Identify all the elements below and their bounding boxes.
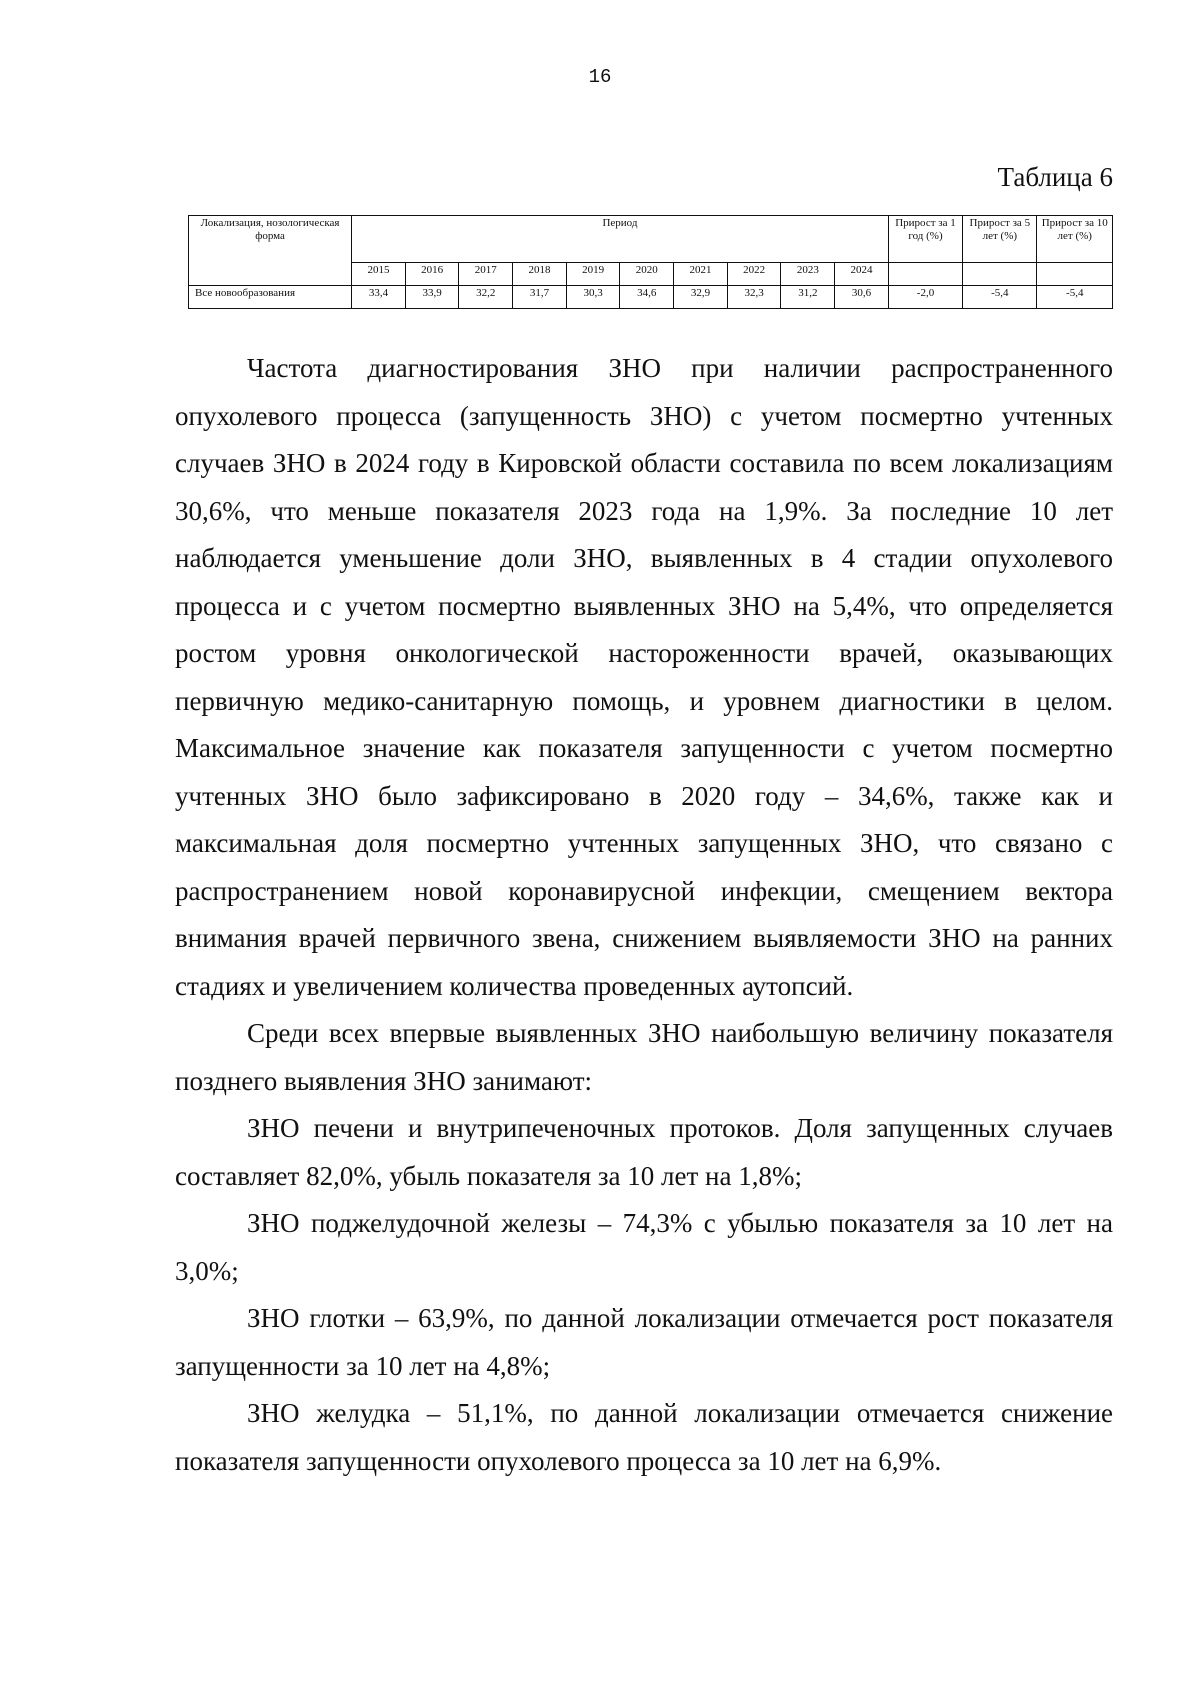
paragraph: ЗНО печени и внутрипеченочных протоков. Доля запущенных случаев составляет 82,0%, убыль показателя за 10 лет на 1,8%; bbox=[175, 1113, 1113, 1191]
growth-1y-header: Прирост за 1 год (%) bbox=[888, 216, 962, 263]
growth-10y-header: Прирост за 10 лет (%) bbox=[1037, 216, 1113, 263]
year-header: 2016 bbox=[405, 263, 459, 286]
growth-5y-header: Прирост за 5 лет (%) bbox=[963, 216, 1037, 263]
empty-cell bbox=[888, 263, 962, 286]
year-header: 2015 bbox=[352, 263, 406, 286]
year-header: 2018 bbox=[513, 263, 567, 286]
empty-cell bbox=[1037, 263, 1113, 286]
localization-header: Локализация, нозологическая форма bbox=[189, 216, 352, 286]
empty-cell bbox=[963, 263, 1037, 286]
year-header: 2021 bbox=[674, 263, 728, 286]
year-header: 2020 bbox=[620, 263, 674, 286]
paragraph: ЗНО желудка – 51,1%, по данной локализации отмечается снижение показателя запущенности опухолевого процесса за 10 лет на 6,9%. bbox=[175, 1398, 1113, 1476]
growth-5y-cell: -5,4 bbox=[963, 286, 1037, 309]
statistics-table bbox=[188, 215, 1113, 309]
year-header: 2022 bbox=[727, 263, 781, 286]
table-cell: 33,4 bbox=[352, 286, 406, 309]
year-header: 2024 bbox=[835, 263, 889, 286]
paragraph: Частота диагностирования ЗНО при наличии распространенного опухолевого процесса (запущенность ЗНО) с учетом посмертно учтенных случаев ЗНО в 2024 году в Кировской области составила по всем локализациям 30,6%, что меньше показателя 2023 года на 1,9%. За последние 10 лет наблюдается уменьшение доли ЗНО, выявленных в 4 стадии опухолевого процесса и с учетом посмертно выявленных ЗНО на 5,4%, что определяется ростом уровня онкологической настороженности врачей, оказывающих первичную медико-санитарную помощь, и уровнем диагностики в целом. Максимальное значение как показателя запущенности с учетом посмертно учтенных ЗНО было зафиксировано в 2020 году – 34,6%, также как и максимальная доля посмертно учтенных запущенных ЗНО, что связано с распространением новой коронавирусной инфекции, смещением вектора внимания врачей первичного звена, снижением выявляемости ЗНО на ранних стадиях и увеличением количества проведенных аутопсий. bbox=[175, 353, 1113, 1001]
table-cell: 34,6 bbox=[620, 286, 674, 309]
paragraph: ЗНО поджелудочной железы – 74,3% с убылью показателя за 10 лет на 3,0%; bbox=[175, 1208, 1113, 1286]
table-cell: 30,3 bbox=[566, 286, 620, 309]
table-cell: 31,7 bbox=[513, 286, 567, 309]
paragraph: Среди всех впервые выявленных ЗНО наибольшую величину показателя позднего выявления ЗНО занимают: bbox=[175, 1018, 1113, 1096]
table-cell: 30,6 bbox=[835, 286, 889, 309]
table-cell: 33,9 bbox=[405, 286, 459, 309]
year-header: 2017 bbox=[459, 263, 513, 286]
growth-1y-cell: -2,0 bbox=[888, 286, 962, 309]
page-number: 16 bbox=[588, 66, 612, 88]
table-row bbox=[189, 286, 1113, 309]
table-cell: 32,2 bbox=[459, 286, 513, 309]
year-header: 2019 bbox=[566, 263, 620, 286]
table-cell: 32,3 bbox=[727, 286, 781, 309]
table-cell: 31,2 bbox=[781, 286, 835, 309]
table-caption: Таблица 6 bbox=[997, 162, 1113, 192]
paragraph: ЗНО глотки – 63,9%, по данной локализации отмечается рост показателя запущенности за 10 лет на 4,8%; bbox=[175, 1303, 1113, 1381]
period-header: Период bbox=[352, 216, 889, 263]
body-text bbox=[175, 345, 1113, 1485]
year-header: 2023 bbox=[781, 263, 835, 286]
row-label: Все новообразования bbox=[189, 286, 352, 309]
table-cell: 32,9 bbox=[674, 286, 728, 309]
growth-10y-cell: -5,4 bbox=[1037, 286, 1113, 309]
